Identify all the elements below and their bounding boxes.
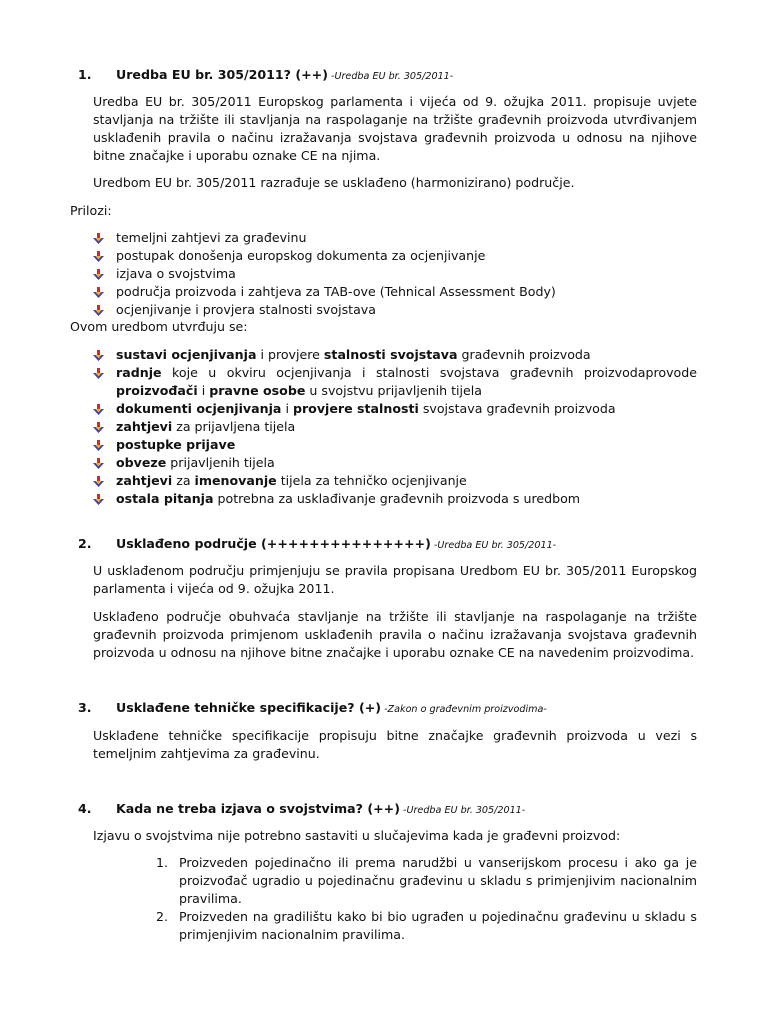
bold-term: zahtjevi — [116, 419, 173, 434]
bold-term: zahtjevi — [116, 473, 173, 488]
bullet-arrow-icon — [93, 458, 104, 469]
section-number: 3. — [78, 700, 92, 715]
attachment-item — [93, 301, 697, 319]
item-text: i provjere — [256, 347, 324, 362]
section-3-heading — [78, 699, 547, 719]
bullet-arrow-icon — [93, 368, 104, 379]
bullet-arrow-icon — [93, 305, 104, 316]
item-text: građevnih proizvoda — [457, 347, 591, 362]
attachment-item — [93, 229, 697, 247]
section-3-paragraph-1: Usklađene tehničke specifikacije propisuju bitne značajke građevnih proizvoda u vezi s temeljnim zahtjevima za građevinu. — [93, 728, 697, 761]
section-source: -Uredba EU br. 305/2011- — [399, 805, 526, 816]
bullet-arrow-icon — [93, 251, 104, 262]
attachment-text: područja proizvoda i zahtjeva za TAB-ove (Tehnical Assessment Body) — [116, 284, 556, 299]
bullet-arrow-icon — [93, 422, 104, 433]
item-text: za — [172, 473, 195, 488]
case-item — [158, 854, 697, 908]
section-title: Usklađeno područje (+++++++++++++++) — [116, 536, 431, 551]
established-item — [93, 490, 697, 508]
bold-term: postupke prijave — [116, 437, 236, 452]
established-label: Ovom uredbom utvrđuju se: — [70, 319, 248, 334]
established-item — [93, 346, 697, 364]
attachment-text: izjava o svojstvima — [116, 266, 236, 281]
bold-term: dokumenti ocjenjivanja — [116, 401, 282, 416]
section-1-paragraph-2: Uredbom EU br. 305/2011 razrađuje se usklađeno (harmonizirano) područje. — [93, 175, 575, 190]
section-number: 4. — [78, 801, 92, 816]
section-source: -Zakon o građevnim proizvodima- — [381, 704, 547, 715]
established-list — [93, 346, 697, 508]
bold-term: provjere stalnosti — [292, 401, 419, 416]
section-title: Usklađene tehničke specifikacije? (+) — [116, 700, 382, 715]
bullet-arrow-icon — [93, 350, 104, 361]
item-text: u svojstvu prijavljenih tijela — [305, 383, 482, 398]
established-item — [93, 472, 697, 490]
item-text: prijavljenih tijela — [166, 455, 275, 470]
section-4-paragraph-1: Izjavu o svojstvima nije potrebno sastaviti u slučajevima kada je građevni proizvod: — [93, 828, 621, 843]
case-text: Proizveden pojedinačno ili prema narudžbi u vanserijskom procesu i ako ga je proizvođač ugradio u pojedinačnu građevinu u skladu s primjenjivim nacionalnim pravilima. — [179, 855, 697, 906]
established-item — [93, 418, 697, 436]
bullet-arrow-icon — [93, 287, 104, 298]
attachment-text: ocjenjivanje i provjera stalnosti svojstava — [116, 302, 376, 317]
bold-term: obveze — [116, 455, 167, 470]
section-title: Uredba EU br. 305/2011? (++) — [116, 67, 328, 82]
section-2-paragraph-1: U usklađenom području primjenjuju se pravila propisana Uredbom EU br. 305/2011 Europskog parlamenta i vijeća od 9. ožujka 2011. — [93, 563, 697, 596]
bullet-arrow-icon — [93, 404, 104, 415]
item-text: za prijavljena tijela — [172, 419, 296, 434]
established-item — [93, 436, 697, 454]
cases-list — [158, 854, 697, 944]
bold-term: proizvođači — [116, 383, 198, 398]
bullet-arrow-icon — [93, 233, 104, 244]
section-number: 1. — [78, 67, 92, 82]
section-2-paragraph-2: Usklađeno područje obuhvaća stavljanje na tržište ili stavljanje na raspolaganje na tržište građevnih proizvoda primjenom usklađenih pravila o načinu izražavanja svojstava građevnih proizvoda u odnosu na njihove bitne značajke i uporabu oznake CE na navedenim proizvodima. — [93, 609, 697, 660]
item-text: koje u okviru ocjenjivanja i stalnosti svojstava građevnih proizvodaprovode — [161, 365, 697, 380]
attachment-item — [93, 265, 697, 283]
bold-term: imenovanje — [194, 473, 277, 488]
case-number: 2. — [156, 909, 169, 924]
bold-term: radnje — [116, 365, 162, 380]
section-source: -Uredba EU br. 305/2011- — [430, 540, 557, 551]
section-2-heading — [78, 535, 556, 555]
bullet-arrow-icon — [93, 269, 104, 280]
item-text: potrebna za usklađivanje građevnih proizvoda s uredbom — [213, 491, 581, 506]
bullet-arrow-icon — [93, 440, 104, 451]
attachments-label: Prilozi: — [70, 203, 112, 218]
bold-term: stalnosti svojstava — [323, 347, 458, 362]
section-1-paragraph-1: Uredba EU br. 305/2011 Europskog parlamenta i vijeća od 9. ožujka 2011. propisuje uvjete stavljanja na tržište ili stavljanja na raspolaganje na tržište građevnih proizvoda utvrđivanjem usklađenih pravila o načinu izražavanja svojstava građevnih proizvoda u odnosu na njihove bitne značajke i uporabu oznake CE na njima. — [93, 94, 697, 163]
established-item — [93, 400, 697, 418]
section-number: 2. — [78, 536, 92, 551]
item-text: i — [281, 401, 293, 416]
bullet-arrow-icon — [93, 494, 104, 505]
item-text: tijela za tehničko ocjenjivanje — [276, 473, 467, 488]
case-text: Proizveden na gradilištu kako bi bio ugrađen u pojedinačnu građevinu u skladu s primjenjivim nacionalnim pravilima. — [179, 909, 697, 942]
case-number: 1. — [156, 855, 169, 870]
attachment-text: postupak donošenja europskog dokumenta za ocjenjivanje — [116, 248, 486, 263]
bold-term: sustavi ocjenjivanja — [116, 347, 257, 362]
attachment-text: temeljni zahtjevi za građevinu — [116, 230, 307, 245]
attachments-list — [93, 229, 697, 319]
section-source: -Uredba EU br. 305/2011- — [327, 71, 454, 82]
section-title: Kada ne treba izjava o svojstvima? (++) — [116, 801, 400, 816]
established-item — [93, 364, 697, 400]
bold-term: ostala pitanja — [116, 491, 214, 506]
bullet-arrow-icon — [93, 476, 104, 487]
established-item — [93, 454, 697, 472]
item-text: i — [197, 383, 210, 398]
section-1-heading — [78, 66, 453, 86]
item-text: svojstava građevnih proizvoda — [418, 401, 616, 416]
bold-term: pravne osobe — [209, 383, 306, 398]
attachment-item — [93, 283, 697, 301]
attachment-item — [93, 247, 697, 265]
section-4-heading — [78, 800, 525, 820]
case-item — [158, 908, 697, 944]
